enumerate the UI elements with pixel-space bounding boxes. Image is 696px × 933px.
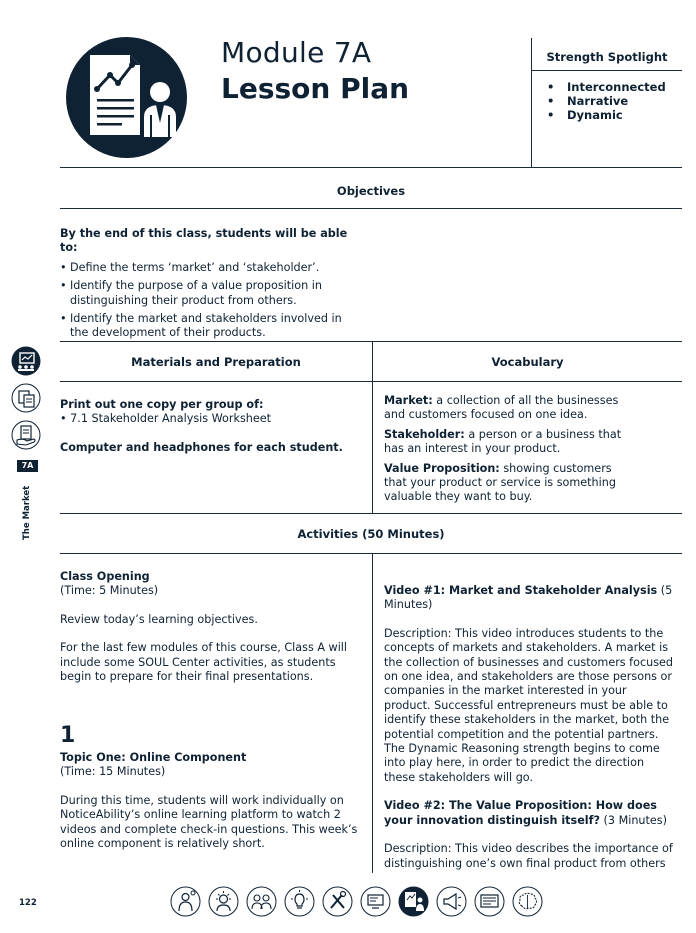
person-idea-icon[interactable]: [170, 886, 201, 917]
class-opening-p2: For the last few modules of this course, Class A will include some SOUL Center activities, as students begin to prepare for their final presentations.: [60, 641, 348, 684]
vocab-value-proposition: Value Proposition: showing customers that your product or service is something valuable they want to buy.: [384, 461, 616, 504]
objectives-list: [60, 261, 360, 341]
class-opening-p1: Review today’s learning objectives.: [60, 612, 258, 626]
rule: [60, 208, 682, 209]
lightbulb-icon[interactable]: [284, 886, 315, 917]
documents-icon[interactable]: [11, 383, 41, 413]
activities-heading: Activities (50 Minutes): [297, 527, 445, 541]
section-label: The Market: [22, 485, 32, 540]
strength-spotlight-list: [547, 80, 666, 122]
rule: [60, 513, 682, 514]
class-opening-title: Class Opening: [60, 570, 150, 583]
tools-icon[interactable]: [322, 886, 353, 917]
presentation-icon[interactable]: [11, 346, 41, 376]
objective-item: • Define the terms ‘market’ and ‘stakeholder’.: [60, 261, 360, 275]
lightbulb-burst-icon[interactable]: [208, 886, 239, 917]
footer-icon-bar: [170, 886, 543, 918]
group-icon[interactable]: [246, 886, 277, 917]
module-title: Module 7A: [221, 36, 372, 69]
class-opening-time: (Time: 5 Minutes): [60, 584, 159, 598]
topic-one-title: Topic One: Online Component: [60, 751, 247, 764]
materials-body: [60, 398, 360, 455]
class-opening: [60, 570, 360, 698]
objectives-intro: By the end of this class, students will be able to:: [60, 227, 348, 255]
objective-item: • Identify the purpose of a value proposition in distinguishing their product from others.: [60, 279, 360, 308]
vocab-market: Market: a collection of all the businesses and customers focused on one idea.: [384, 394, 619, 422]
rule: [60, 553, 682, 554]
column-divider: [372, 553, 373, 873]
spotlight-item: • Interconnected: [547, 80, 666, 94]
strength-spotlight-title: Strength Spotlight: [546, 50, 668, 64]
spotlight-item: • Dynamic: [547, 108, 623, 122]
materials-worksheet: • 7.1 Stakeholder Analysis Worksheet: [60, 412, 272, 426]
spotlight-divider: [531, 38, 532, 167]
megaphone-icon[interactable]: [436, 886, 467, 917]
materials-print: Print out one copy per group of:: [60, 398, 264, 411]
video2-description: Description: This video describes the importance of distinguishing one’s own final product from others: [384, 842, 673, 870]
videos-column: [384, 584, 674, 871]
topic-one: [60, 751, 360, 865]
rule: [60, 381, 682, 382]
materials-heading: Materials and Preparation: [131, 355, 301, 369]
rule: [60, 167, 682, 168]
monitor-docs-icon[interactable]: [360, 886, 391, 917]
chart-person-icon[interactable]: [398, 886, 429, 917]
module-badge: 7A: [17, 460, 38, 472]
documents-stack-icon[interactable]: [474, 886, 505, 917]
objectives-body: [60, 227, 360, 345]
lesson-plan-title: Lesson Plan: [221, 72, 410, 105]
video1-heading: Video #1: Market and Stakeholder Analysis (5 Minutes): [384, 584, 673, 612]
topic-one-p1: During this time, students will work individually on NoticeAbility’s online learning platform to watch 2 videos and complete check-in questions. This week’s online component is relatively short.: [60, 793, 358, 851]
video1-description: Description: This video introduces students to the concepts of markets and stakeholders. A market is the collection of businesses and customers focused on one idea, and stakeholders are those persons or companies in the market interested in your product. Successful entrepreneurs must be able to identify these stakeholders in the market, both the potential competition and the potential partners. The Dynamic Reasoning strength begins to come into play here, in order to predict the direction these stakeholders will go.: [384, 626, 674, 784]
topic-number: 1: [60, 723, 76, 748]
report-chart-person-icon: [66, 37, 187, 158]
topic-one-time: (Time: 15 Minutes): [60, 765, 166, 779]
brain-icon[interactable]: [512, 886, 543, 917]
objective-item: • Identify the market and stakeholders involved in the development of their products.: [60, 312, 360, 341]
vocab-stakeholder: Stakeholder: a person or a business that has an interest in your product.: [384, 427, 622, 456]
vocabulary-body: [384, 394, 624, 510]
hand-document-icon[interactable]: [11, 420, 41, 450]
objectives-heading: Objectives: [336, 184, 406, 198]
rule: [60, 341, 682, 342]
sidebar-icons: [11, 346, 43, 457]
spotlight-rule: [532, 70, 682, 71]
page-number: 122: [19, 898, 37, 908]
materials-computer: Computer and headphones for each student.: [60, 440, 343, 454]
vocabulary-heading: Vocabulary: [491, 355, 564, 369]
spotlight-item: • Narrative: [547, 94, 629, 108]
video2-heading: Video #2: The Value Proposition: How does your innovation distinguish itself? (3 Minutes): [384, 799, 667, 827]
